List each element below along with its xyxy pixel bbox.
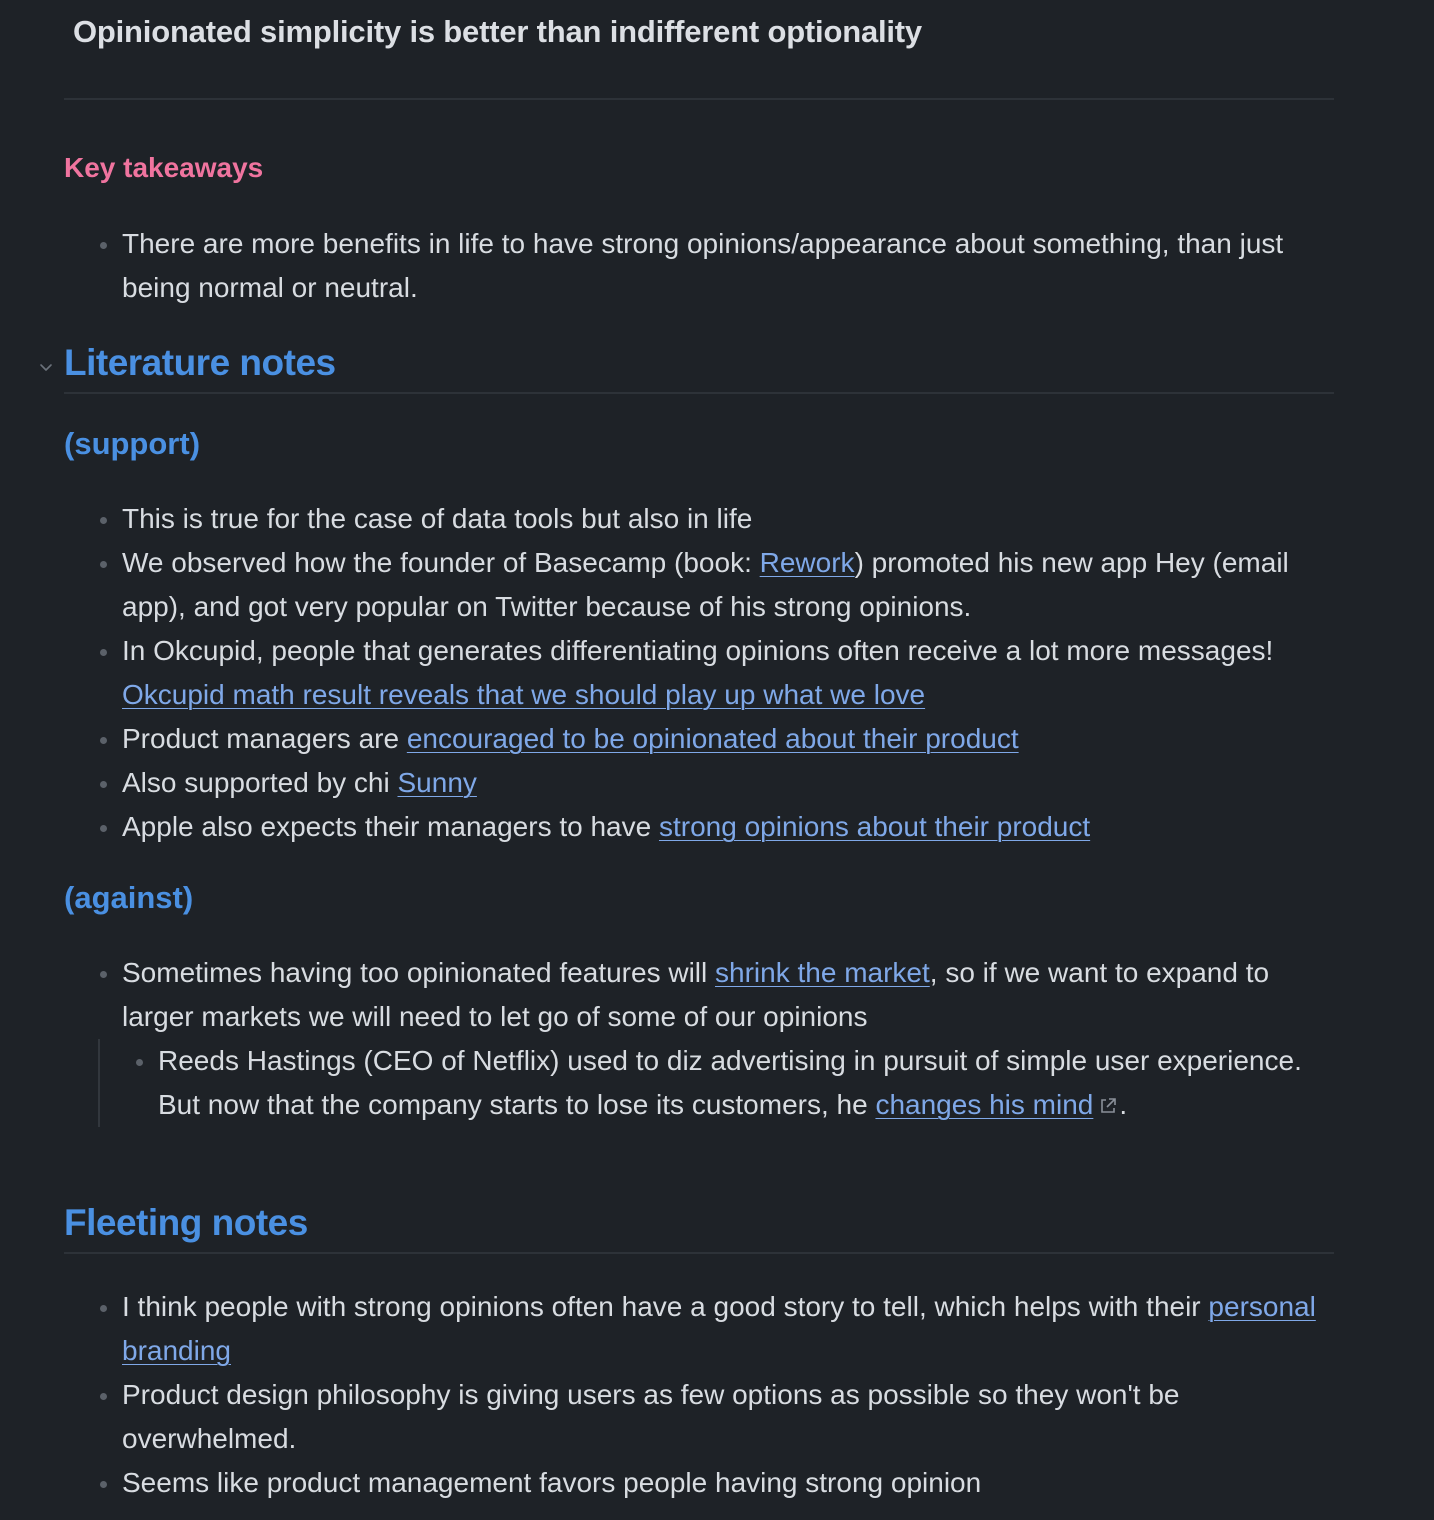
link-okcupid-math[interactable]: Okcupid math result reveals that we should play up what we love <box>122 679 926 710</box>
chevron-down-icon[interactable] <box>37 358 55 376</box>
support-heading: (support) <box>64 426 201 461</box>
bullet-dot <box>100 649 107 656</box>
list-item: There are more benefits in life to have strong opinions/appearance about something, than just being normal or neutral. <box>64 222 1324 310</box>
bullet-dot <box>100 517 107 524</box>
link-sunny[interactable]: Sunny <box>397 767 477 798</box>
title-divider <box>64 98 1334 100</box>
link-changes-his-mind[interactable]: changes his mind <box>875 1089 1094 1120</box>
list-item: Also supported by chi Sunny <box>64 761 1324 805</box>
link-shrink-market[interactable]: shrink the market <box>715 957 930 988</box>
bullet-dot <box>100 825 107 832</box>
bullet-dot <box>100 1305 107 1312</box>
list-item: We observed how the founder of Basecamp (book: Rework) promoted his new app Hey (email app), and got very popular on Twitter because of his strong opinions. <box>64 541 1324 629</box>
list-item: I think people with strong opinions often have a good story to tell, which helps with their personal branding <box>64 1285 1324 1373</box>
page-title: Opinionated simplicity is better than indifferent optionality <box>73 14 922 49</box>
link-rework[interactable]: Rework <box>759 547 855 578</box>
external-link-icon[interactable] <box>1097 1095 1119 1117</box>
link-strong-opinions-product[interactable]: strong opinions about their product <box>658 811 1091 842</box>
against-list <box>64 951 1324 1127</box>
heading-divider <box>64 1252 1334 1254</box>
bullet-dot <box>100 1393 107 1400</box>
list-item: Apple also expects their managers to have strong opinions about their product <box>64 805 1324 849</box>
list-item: Reeds Hastings (CEO of Netflix) used to diz advertising in pursuit of simple user experience. But now that the company starts to lose its customers, he changes his mind . <box>100 1039 1324 1127</box>
list-item: Sometimes having too opinionated features will shrink the market, so if we want to expand to larger markets we will need to let go of some of our opinions Reeds Hastings (CEO of Netflix) used to diz advertising in pursuit of simple user experience. But now that the company starts to lose its customers, he changes his mind . <box>64 951 1324 1127</box>
bullet-dot <box>136 1059 143 1066</box>
nested-list <box>100 1039 1324 1127</box>
nested-list-block <box>98 1039 1324 1127</box>
fleeting-notes-heading: Fleeting notes <box>64 1202 308 1243</box>
fleeting-notes-list <box>64 1285 1324 1505</box>
key-takeaways-heading: Key takeaways <box>64 152 264 183</box>
list-item: This is true for the case of data tools but also in life <box>64 497 1324 541</box>
bullet-dot <box>100 1481 107 1488</box>
heading-divider <box>64 392 1334 394</box>
against-heading: (against) <box>64 880 194 915</box>
list-item: Product design philosophy is giving users as few options as possible so they won't be overwhelmed. <box>64 1373 1324 1461</box>
support-list <box>64 497 1324 849</box>
bullet-dot <box>100 242 107 249</box>
bullet-dot <box>100 971 107 978</box>
key-takeaways-list <box>64 222 1324 310</box>
bullet-dot <box>100 781 107 788</box>
literature-notes-heading: Literature notes <box>64 342 336 383</box>
list-item: Seems like product management favors people having strong opinion <box>64 1461 1324 1505</box>
bullet-dot <box>100 737 107 744</box>
bullet-dot <box>100 561 107 568</box>
list-item: In Okcupid, people that generates differentiating opinions often receive a lot more messages! Okcupid math result reveals that we should play up what we love <box>64 629 1324 717</box>
link-personal-branding[interactable]: personal branding <box>122 1291 1316 1366</box>
link-encouraged-opinionated[interactable]: encouraged to be opinionated about their product <box>406 723 1019 754</box>
list-item: Product managers are encouraged to be opinionated about their product <box>64 717 1324 761</box>
